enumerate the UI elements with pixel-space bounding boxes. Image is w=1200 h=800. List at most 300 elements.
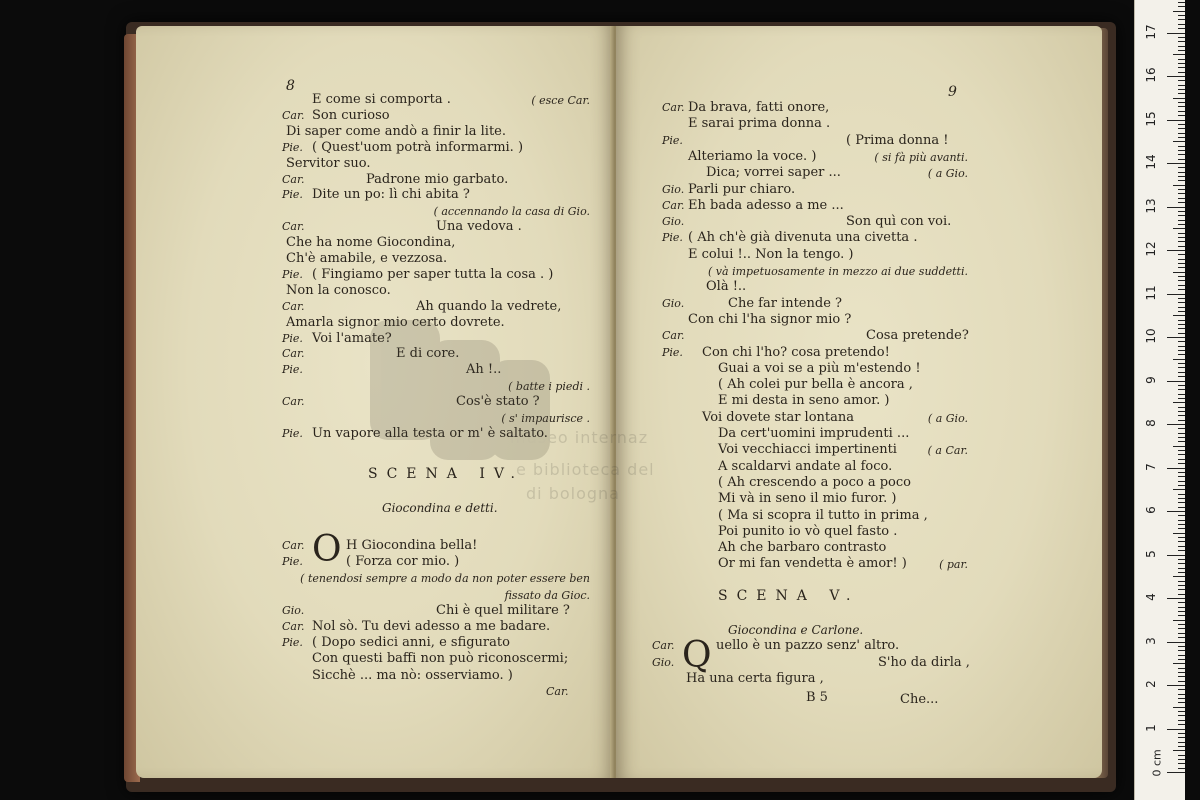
ruler-tick	[1178, 93, 1185, 94]
ruler-tick	[1178, 176, 1185, 177]
ruler-tick	[1178, 385, 1185, 386]
ruler-tick	[1173, 446, 1185, 447]
verse-line: Voi vecchiacci impertinenti	[718, 442, 897, 458]
ruler-tick	[1178, 441, 1185, 442]
verse-line: Or mi fan vendetta è amor! )	[718, 556, 907, 572]
verse-line: Che far intende ?	[728, 295, 842, 311]
verse-line: E sarai prima donna .	[688, 116, 831, 132]
ruler-tick	[1178, 498, 1185, 499]
ruler-tick	[1178, 220, 1185, 221]
ruler-tick	[1178, 328, 1185, 329]
verse-line: Con chi l'ho? cosa pretendo!	[702, 344, 890, 360]
ruler-tick	[1178, 263, 1185, 264]
ruler-tick	[1178, 154, 1185, 155]
verse-line: ( Forza cor mio. )	[346, 554, 460, 570]
ruler-tick	[1178, 607, 1185, 608]
ruler-tick	[1178, 668, 1185, 669]
speaker-label: Car.	[652, 639, 675, 652]
verse-line: Amarla signor mio certo dovrete.	[286, 314, 505, 330]
verse-line: Un vapore alla testa or m' è saltato.	[312, 425, 548, 441]
drop-cap: O	[312, 529, 342, 570]
ruler-tick	[1178, 755, 1185, 756]
ruler-tick	[1178, 333, 1185, 334]
ruler-tick	[1178, 363, 1185, 364]
ruler-number: 1	[1144, 723, 1158, 732]
ruler-tick	[1178, 450, 1185, 451]
ruler-tick	[1178, 167, 1185, 168]
verse-line: Mi và in seno il mio furor. )	[718, 491, 897, 507]
verse-line: A scaldarvi andate al foco.	[718, 458, 893, 474]
verse-line: Sicchè ... ma nò: osserviamo. )	[312, 667, 513, 683]
ruler-tick	[1178, 472, 1185, 473]
ruler-tick	[1173, 707, 1185, 708]
verse-line: Dite un po: lì chi abita ?	[312, 187, 470, 203]
ruler-tick	[1178, 320, 1185, 321]
ruler-tick	[1178, 415, 1185, 416]
verse-line: ( Prima donna !	[846, 132, 949, 148]
ruler-tick	[1178, 733, 1185, 734]
ruler-tick	[1178, 481, 1185, 482]
speaker-label: Car.	[662, 101, 685, 114]
ruler-tick	[1178, 485, 1185, 486]
page-number: 9	[948, 84, 957, 100]
measurement-ruler	[1134, 0, 1185, 800]
speaker-label: Car.	[282, 108, 305, 122]
ruler-tick	[1178, 746, 1185, 747]
ruler-tick	[1178, 241, 1185, 242]
ruler-tick	[1178, 568, 1185, 569]
verse-line: Cosa pretende?	[866, 328, 969, 344]
ruler-tick	[1178, 398, 1185, 399]
ruler-unit: 0 cm	[1150, 749, 1164, 777]
ruler-tick	[1178, 80, 1185, 81]
catchword: Che...	[900, 692, 939, 707]
stage-direction: ( và impetuosamente in mezzo ai due suddetti.	[708, 265, 968, 278]
verse-line: Voi l'amate?	[312, 330, 392, 346]
ruler-tick	[1178, 581, 1185, 582]
ruler-tick	[1178, 428, 1185, 429]
ruler-number: 11	[1144, 284, 1158, 301]
ruler-tick	[1178, 611, 1185, 612]
stage-direction: ( a Gio.	[927, 411, 968, 425]
ruler-tick	[1173, 185, 1185, 186]
ruler-tick	[1178, 459, 1185, 460]
verse-line: Alteriamo la voce. )	[688, 148, 817, 164]
ruler-tick	[1167, 294, 1185, 295]
ruler-tick	[1178, 146, 1185, 147]
speaker-label: Gio.	[282, 603, 305, 617]
verse-line: Servitor suo.	[286, 155, 371, 171]
ruler-tick	[1178, 628, 1185, 629]
verse-line: Poi punito io vò quel fasto .	[718, 523, 898, 539]
ruler-tick	[1178, 389, 1185, 390]
verse-line: Son quì con voi.	[846, 214, 952, 230]
verse-line: Padrone mio garbato.	[366, 171, 509, 187]
ruler-tick	[1178, 211, 1185, 212]
ruler-tick	[1178, 520, 1185, 521]
stage-direction: ( batte i piedi .	[508, 380, 590, 394]
ruler-tick	[1178, 411, 1185, 412]
ruler-tick	[1178, 19, 1185, 20]
verse-line: Voi dovete star lontana	[702, 409, 854, 425]
ruler-tick	[1178, 202, 1185, 203]
ruler-tick	[1178, 637, 1185, 638]
ruler-tick	[1173, 620, 1185, 621]
ruler-tick	[1178, 420, 1185, 421]
ruler-tick	[1178, 198, 1185, 199]
speaker-label: Pie.	[662, 231, 683, 245]
verse-line: uello è un pazzo senz' altro.	[716, 638, 900, 653]
ruler-tick	[1178, 407, 1185, 408]
ruler-tick	[1178, 615, 1185, 616]
ruler-number: 12	[1144, 241, 1158, 257]
verse-line: ( Ah crescendo a poco a poco	[718, 474, 911, 490]
ruler-number: 8	[1144, 419, 1158, 427]
ruler-tick	[1178, 437, 1185, 438]
verse-line: Con chi l'ha signor mio ?	[688, 311, 852, 327]
verse-line: Con questi baffi non può riconoscermi;	[312, 651, 569, 667]
ruler-tick	[1178, 502, 1185, 503]
ruler-tick	[1178, 650, 1185, 651]
ruler-tick	[1178, 28, 1185, 29]
scene-heading: SCENA V.	[718, 588, 860, 604]
scene-subtitle: Giocondina e Carlone.	[728, 623, 864, 637]
ruler-tick	[1173, 141, 1185, 142]
ruler-tick	[1178, 698, 1185, 699]
verse-line: E come si comporta .	[312, 92, 451, 107]
speaker-label: Gio.	[662, 296, 685, 310]
ruler-tick	[1178, 102, 1185, 103]
speaker-label: Gio.	[662, 215, 685, 229]
ruler-tick	[1178, 702, 1185, 703]
ruler-tick	[1173, 663, 1185, 664]
ruler-tick	[1178, 285, 1185, 286]
ruler-tick	[1178, 6, 1185, 7]
ruler-number: 7	[1144, 462, 1158, 471]
scene-subtitle: Giocondina e detti.	[382, 501, 498, 515]
ruler-tick	[1178, 302, 1185, 303]
speaker-label: Pie.	[282, 363, 303, 377]
ruler-tick	[1167, 598, 1185, 599]
speaker-label: Pie.	[282, 555, 303, 569]
verse-line: Cos'è stato ?	[456, 394, 540, 410]
ruler-tick	[1178, 589, 1185, 590]
verse-line: ( Fingiamo per saper tutta la cosa . )	[312, 266, 554, 282]
ruler-tick	[1173, 402, 1185, 403]
ruler-tick	[1178, 537, 1185, 538]
ruler-number: 13	[1144, 197, 1158, 214]
ruler-tick	[1173, 272, 1185, 273]
ruler-tick	[1178, 759, 1185, 760]
ruler-tick	[1178, 715, 1185, 716]
verse-line: Son curioso	[312, 107, 390, 123]
ruler-tick	[1178, 254, 1185, 255]
verse-line: ( Ma si scopra il tutto in prima ,	[718, 507, 928, 523]
ruler-number: 6	[1144, 506, 1158, 514]
right-page	[616, 26, 1102, 778]
ruler-tick	[1167, 33, 1185, 34]
ruler-tick	[1178, 67, 1185, 68]
verse-line: Ah quando la vedrete,	[416, 298, 562, 314]
stage-direction: ( tenendosi sempre a modo da non poter essere ben	[300, 572, 590, 586]
ruler-tick	[1178, 72, 1185, 73]
ruler-tick	[1178, 133, 1185, 134]
verse-line: ( Ah ch'è già divenuta una civetta .	[688, 230, 918, 246]
ruler-tick	[1178, 737, 1185, 738]
speaker-label: Car.	[282, 620, 305, 633]
ruler-tick	[1167, 207, 1185, 208]
ruler-tick	[1178, 572, 1185, 573]
speaker-label: Car.	[282, 395, 305, 409]
speaker-label: Car.	[282, 539, 305, 552]
ruler-tick	[1178, 367, 1185, 368]
ruler-tick	[1173, 228, 1185, 229]
ruler-tick	[1178, 128, 1185, 129]
ruler-tick	[1173, 315, 1185, 316]
verse-line: Ah che barbaro contrasto	[718, 540, 887, 556]
ruler-tick	[1178, 768, 1185, 769]
ruler-tick	[1173, 576, 1185, 577]
ruler-tick	[1167, 250, 1185, 251]
verse-line: Eh bada adesso a me ...	[688, 197, 844, 213]
stage-direction: ( a Gio.	[927, 167, 968, 181]
drop-cap: Q	[682, 635, 712, 676]
ruler-tick	[1178, 689, 1185, 690]
ruler-tick	[1167, 685, 1185, 686]
ruler-tick	[1173, 54, 1185, 55]
verse-line: Di saper come andò a finir la lite.	[286, 123, 506, 139]
ruler-tick	[1178, 528, 1185, 529]
verse-line: Chi è quel militare ?	[436, 602, 570, 618]
ruler-tick	[1178, 124, 1185, 125]
ruler-tick	[1178, 111, 1185, 112]
ruler-tick	[1178, 246, 1185, 247]
speaker-label: Pie.	[282, 636, 303, 650]
ruler-tick	[1173, 533, 1185, 534]
ruler-tick	[1178, 541, 1185, 542]
ruler-tick	[1178, 341, 1185, 342]
ruler-tick	[1178, 59, 1185, 60]
ruler-tick	[1178, 24, 1185, 25]
ruler-number: 4	[1144, 593, 1158, 601]
ruler-tick	[1178, 180, 1185, 181]
ruler-tick	[1178, 50, 1185, 51]
ruler-number: 15	[1144, 110, 1158, 127]
speaker-label: Car.	[662, 198, 685, 212]
ruler-tick	[1178, 307, 1185, 308]
ruler-tick	[1178, 350, 1185, 351]
ruler-tick	[1178, 594, 1185, 595]
verse-line: E colui !.. Non la tengo. )	[688, 246, 854, 262]
ruler-tick	[1178, 394, 1185, 395]
speaker-label: Car.	[662, 329, 685, 343]
speaker-label: Gio.	[662, 182, 685, 196]
ruler-tick	[1178, 681, 1185, 682]
ruler-tick	[1178, 298, 1185, 299]
verse-line: ( Ah colei pur bella è ancora ,	[718, 377, 913, 393]
verse-line: Ah !..	[466, 362, 502, 378]
ruler-tick	[1167, 729, 1185, 730]
ruler-tick	[1178, 159, 1185, 160]
verse-line: Non la conosco.	[286, 282, 391, 298]
ruler-tick	[1178, 655, 1185, 656]
ruler-tick	[1178, 476, 1185, 477]
ruler-tick	[1178, 2, 1185, 3]
ruler-tick	[1178, 376, 1185, 377]
signature-mark: B 5	[806, 690, 828, 705]
ruler-number: 17	[1144, 23, 1158, 40]
speaker-label: Car.	[282, 347, 305, 361]
ruler-tick	[1178, 106, 1185, 107]
ruler-tick	[1167, 642, 1185, 643]
ruler-tick	[1178, 15, 1185, 16]
verse-line: Guai a voi se a più m'estendo !	[718, 360, 921, 376]
ruler-number: 10	[1144, 328, 1158, 344]
verse-line: Che ha nome Giocondina,	[286, 235, 456, 251]
ruler-tick	[1178, 354, 1185, 355]
verse-line: Da brava, fatti onore,	[688, 100, 830, 115]
verse-line: Da cert'uomini imprudenti ...	[718, 426, 910, 441]
verse-line: E di core.	[396, 346, 460, 362]
ruler-tick	[1178, 289, 1185, 290]
ruler-tick	[1167, 381, 1185, 382]
speaker-label: Pie.	[662, 345, 683, 359]
ruler-tick	[1167, 424, 1185, 425]
speaker-label: Car.	[282, 299, 305, 313]
ruler-number: 2	[1144, 680, 1158, 688]
speaker-label: Pie.	[282, 331, 303, 345]
ruler-tick	[1178, 646, 1185, 647]
verse-line: S'ho da dirla ,	[878, 654, 970, 670]
ruler-number: 14	[1144, 154, 1158, 170]
speaker-label: Car.	[282, 172, 305, 186]
ruler-tick	[1178, 454, 1185, 455]
ruler-tick	[1178, 311, 1185, 312]
ruler-tick	[1178, 324, 1185, 325]
verse-line: Ch'è amabile, e vezzosa.	[286, 251, 448, 266]
verse-line: E mi desta in seno amor. )	[718, 393, 890, 409]
speaker-label: Pie.	[282, 140, 303, 154]
verse-line: Parli pur chiaro.	[688, 181, 796, 197]
ruler-tick	[1167, 772, 1185, 773]
ruler-tick	[1178, 559, 1185, 560]
ruler-tick	[1178, 720, 1185, 721]
speaker-label: Pie.	[662, 133, 683, 147]
ruler-tick	[1178, 624, 1185, 625]
ruler-tick	[1178, 237, 1185, 238]
ruler-tick	[1178, 280, 1185, 281]
ruler-tick	[1178, 659, 1185, 660]
verse-line: Dica; vorrei saper ...	[706, 165, 841, 181]
ruler-tick	[1167, 555, 1185, 556]
speaker-label: Pie.	[282, 267, 303, 281]
ruler-tick	[1178, 276, 1185, 277]
ruler-tick	[1178, 676, 1185, 677]
verse-line: Una vedova .	[436, 219, 522, 235]
scene-heading: SCENA IV.	[368, 466, 524, 482]
ruler-tick	[1178, 694, 1185, 695]
ruler-tick	[1178, 193, 1185, 194]
ruler-tick	[1173, 11, 1185, 12]
ruler-tick	[1178, 563, 1185, 564]
ruler-tick	[1167, 163, 1185, 164]
ruler-tick	[1167, 468, 1185, 469]
ruler-tick	[1178, 550, 1185, 551]
ruler-tick	[1178, 763, 1185, 764]
ruler-tick	[1178, 63, 1185, 64]
ruler-tick	[1178, 41, 1185, 42]
ruler-tick	[1178, 524, 1185, 525]
speaker-label: Pie.	[282, 188, 303, 202]
stage-direction: fissato da Gioc.	[504, 588, 590, 602]
ruler-number: 5	[1144, 549, 1158, 558]
ruler-tick	[1178, 224, 1185, 225]
ruler-tick	[1178, 346, 1185, 347]
ruler-tick	[1178, 633, 1185, 634]
verse-line: ( Quest'uom potrà informarmi. )	[312, 139, 524, 155]
speaker-label: Pie.	[282, 426, 303, 440]
ruler-tick	[1178, 215, 1185, 216]
stage-direction: ( s' impaurisce .	[501, 412, 590, 425]
ruler-tick	[1178, 259, 1185, 260]
ruler-tick	[1167, 337, 1185, 338]
ruler-tick	[1178, 742, 1185, 743]
verse-line: Ha una certa figura ,	[686, 671, 824, 686]
ruler-tick	[1178, 137, 1185, 138]
ruler-tick	[1173, 750, 1185, 751]
ruler-tick	[1178, 372, 1185, 373]
ruler-tick	[1178, 115, 1185, 116]
stage-direction: ( si fà più avanti.	[874, 150, 968, 164]
ruler-tick	[1178, 585, 1185, 586]
ruler-number: 3	[1144, 636, 1158, 645]
ruler-tick	[1178, 546, 1185, 547]
stage-direction: ( a Car.	[927, 444, 968, 458]
speaker-label: Gio.	[652, 655, 675, 669]
ruler-tick	[1178, 433, 1185, 434]
ruler-tick	[1178, 267, 1185, 268]
ruler-tick	[1178, 172, 1185, 173]
ruler-tick	[1173, 98, 1185, 99]
ruler-tick	[1178, 89, 1185, 90]
ruler-tick	[1178, 507, 1185, 508]
ruler-tick	[1178, 46, 1185, 47]
ruler-tick	[1178, 494, 1185, 495]
verse-line: Nol sò. Tu devi adesso a me badare.	[312, 619, 551, 634]
ruler-number: 9	[1144, 375, 1158, 384]
ruler-tick	[1178, 672, 1185, 673]
ruler-tick	[1173, 489, 1185, 490]
ruler-number: 16	[1144, 67, 1158, 83]
ruler-tick	[1173, 359, 1185, 360]
verse-line: ( Dopo sedici anni, e sfigurato	[312, 635, 510, 651]
stage-direction: ( accennando la casa di Gio.	[433, 205, 590, 219]
ruler-tick	[1178, 711, 1185, 712]
ruler-tick	[1167, 120, 1185, 121]
ruler-tick	[1178, 233, 1185, 234]
ruler-tick	[1178, 515, 1185, 516]
ruler-tick	[1178, 463, 1185, 464]
page-number: 8	[286, 78, 295, 94]
stage-direction: ( esce Car.	[531, 94, 590, 107]
catchword: Car.	[546, 685, 569, 698]
ruler-tick	[1167, 511, 1185, 512]
speaker-label: Car.	[282, 220, 305, 234]
ruler-tick	[1178, 37, 1185, 38]
ruler-tick	[1178, 189, 1185, 190]
stage-direction: ( par.	[939, 558, 968, 572]
ruler-tick	[1178, 724, 1185, 725]
